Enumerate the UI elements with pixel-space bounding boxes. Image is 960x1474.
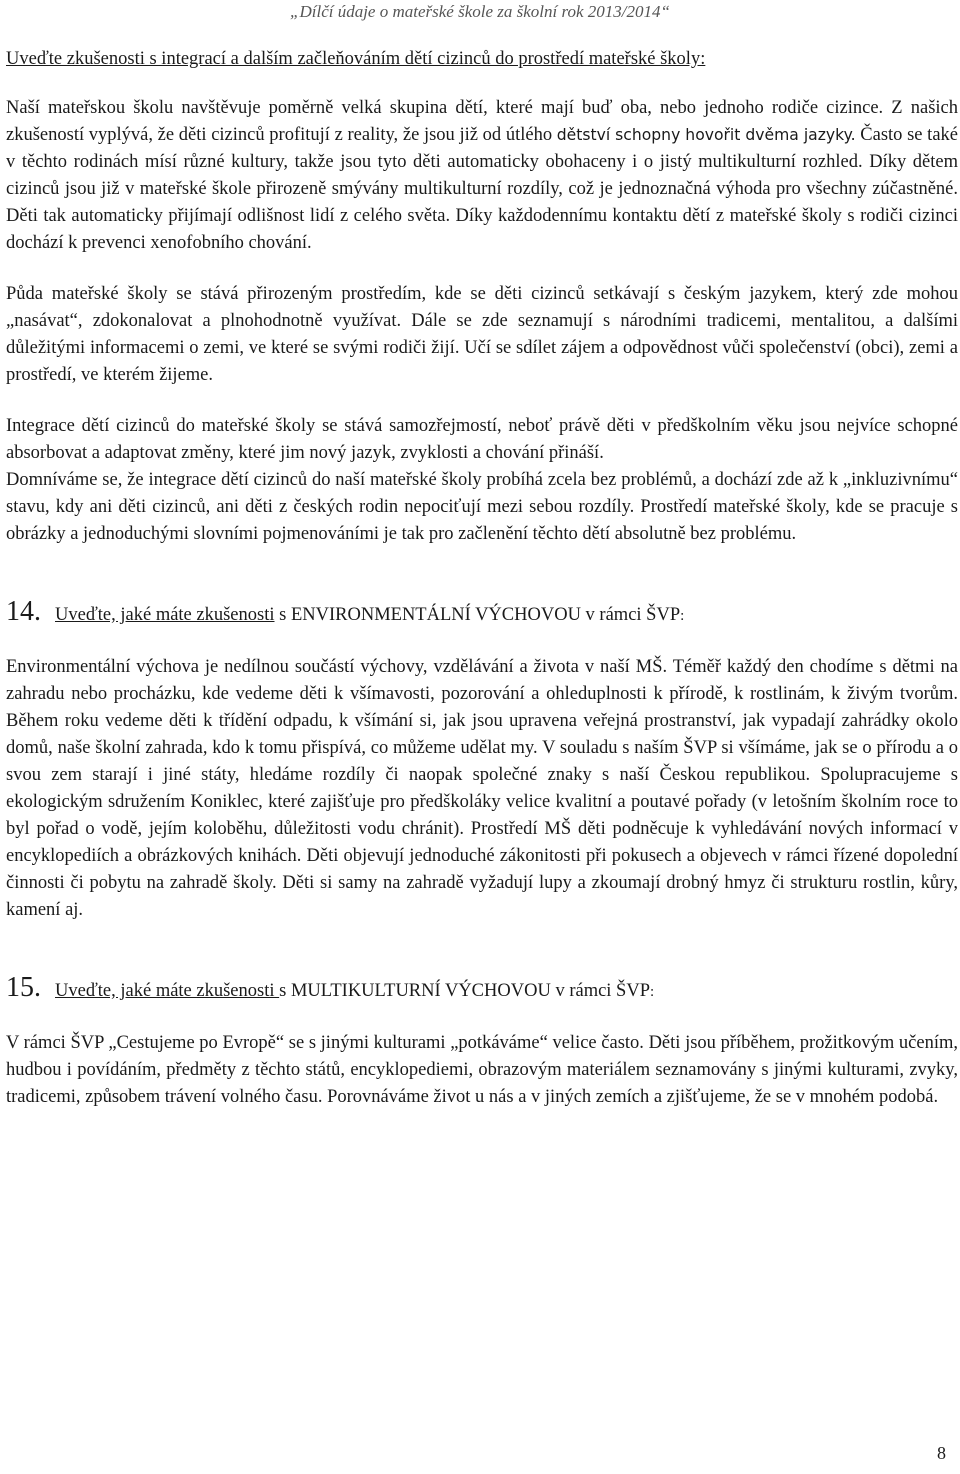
- intro-text-f: Díky každodennímu kontaktu dětí z mateřské školy s rodiči cizinci dochází k prevenci xenofobního chování.: [6, 206, 959, 253]
- intro-text-c: Často se také v těchto rodinách mísí různé kultury, takže jsou tyto děti automaticky obohaceny i o jistý multikulturní rozhled.: [6, 125, 958, 172]
- intro-text-a: Naší mateřskou školu navštěvuje poměrně velká skupina dětí, které mají buď oba, nebo jednoho rodiče cizince. Z našich zkušeností vyplývá, že děti cizinců profitují z reality, že jsou již od útlého: [6, 98, 958, 145]
- section-15-heading-underlined: Uveďte, jaké máte zkušenosti: [55, 981, 280, 1001]
- intro-paragraph-4: Domníváme se, že integrace dětí cizinců do naší mateřské školy probíhá zcela bez problémů, a dochází zde až k „inkluzivnímu“ stavu, kdy ani děti cizinců, ani děti z českých rodin nepociťují mezi sebou rozdíly. Prostředí mateřské školy, kde se pracuje s obrázky a jednoduchými slovními pojmenováními je tak pro začlenění těchto dětí absolutně bez problému.: [6, 470, 958, 544]
- section-15-colon: :: [650, 984, 655, 1000]
- page-number: 8: [937, 1443, 946, 1463]
- intro-paragraph-2: Půda mateřské školy se stává přirozeným prostředím, kde se děti cizinců setkávají s českým jazykem, který zde mohou „nasávat“, zdokonalovat a plnohodnotně využívat. Dále se zde seznamují s národními tradicemi, mentalitou, a dalšími důležitými informacemi o zemi, ve které se svými rodiči žijí. Učí se sdílet zájem a odpovědnost vůči společenství (obci), zemi a prostředí, ve kterém žijeme.: [6, 284, 958, 385]
- section-14-heading: [6, 598, 958, 630]
- section-14-heading-rest: s ENVIRONMENTÁLNÍ VÝCHOVOU v rámci ŠVP: [274, 605, 681, 625]
- intro-text-d: Díky dětem cizinců jsou již v mateřské škole přirozeně smývány multikulturní rozdíly, což je jednoznačná výhoda pro všechny zúčastněné.: [6, 152, 959, 199]
- document-header: „Dílčí údaje o mateřské škole za školní rok 2013/2014“: [290, 2, 670, 21]
- intro-text-b: dětství schopny hovořit dvěma jazyky.: [556, 126, 856, 144]
- section-15-heading: [6, 974, 958, 1006]
- document-body: [6, 46, 958, 1111]
- intro-text-e: Děti tak automaticky přijímají odlišnost lidí z celého světa.: [6, 206, 451, 226]
- section-14-colon: :: [680, 608, 685, 624]
- section-15-heading-rest: s MULTIKULTURNÍ VÝCHOVOU v rámci ŠVP: [279, 981, 650, 1001]
- section-15-body: V rámci ŠVP „Cestujeme po Evropě“ se s jinými kulturami „potkáváme“ velice často. Děti jsou příběhem, prožitkovým učením, hudbou i povídáním, předměty z těchto států, encyklopediemi, obrazovým materiálem seznamovány s jinými kulturami, zvyky, tradicemi, způsobem trávení volného času. Porovnáváme život u nás a v jiných zemích a zjišťujeme, že se v mnohém podobá.: [6, 1033, 958, 1107]
- section-15-number: 15.: [6, 972, 41, 1003]
- intro-heading: Uveďte zkušenosti s integrací a dalším začleňováním dětí cizinců do prostředí mateřské školy:: [6, 49, 706, 69]
- intro-paragraph-1: [6, 95, 958, 257]
- intro-paragraph-3: Integrace dětí cizinců do mateřské školy se stává samozřejmostí, neboť právě děti v předškolním věku jsou nejvíce schopné absorbovat a adaptovat změny, které jim nový jazyk, zvyklosti a chování přináší.: [6, 416, 958, 463]
- section-14-number: 14.: [6, 596, 41, 627]
- section-14-body: Environmentální výchova je nedílnou součástí výchovy, vzdělávání a života v naší MŠ. Téměř každý den chodíme s dětmi na zahradu nebo procházku, kde vedeme děti k všímavosti, pozorování a ohleduplnosti k přírodě, k rostlinám, k živým tvorům. Během roku vedeme děti k třídění odpadu, k všímání si, jak jsou upravena veřejná prostranství, jak vypadají zahrádky okolo domů, naše školní zahrada, kdo k tomu přispívá, co můžeme udělat my. V souladu s naším ŠVP si všímáme, jak se o přírodu a o svou zem starají i jiné státy, hledáme rozdíly či naopak společné znaky s naší Českou republikou. Spolupracujeme s ekologickým sdružením Koniklec, které zajišťuje pro předškoláky velice kvalitní a poutavé pořady (v letošním školním roce to byl pořad o vodě, jejím koloběhu, důležitosti vodu chránit). Prostředí MŠ děti podněcuje k vyhledávání nových informací v encyklopediích a obrázkových knihách. Děti objevují jednoduché zákonitosti při pokusech a objevech v rámci řízené dopolední činnosti či pobytu na zahradě školy. Děti si samy na zahradě vyžadují lupy a zkoumají drobný hmyz či strukturu rostlin, kůry, kamení aj.: [6, 657, 958, 920]
- section-14-heading-underlined: Uveďte, jaké máte zkušenosti: [55, 605, 275, 625]
